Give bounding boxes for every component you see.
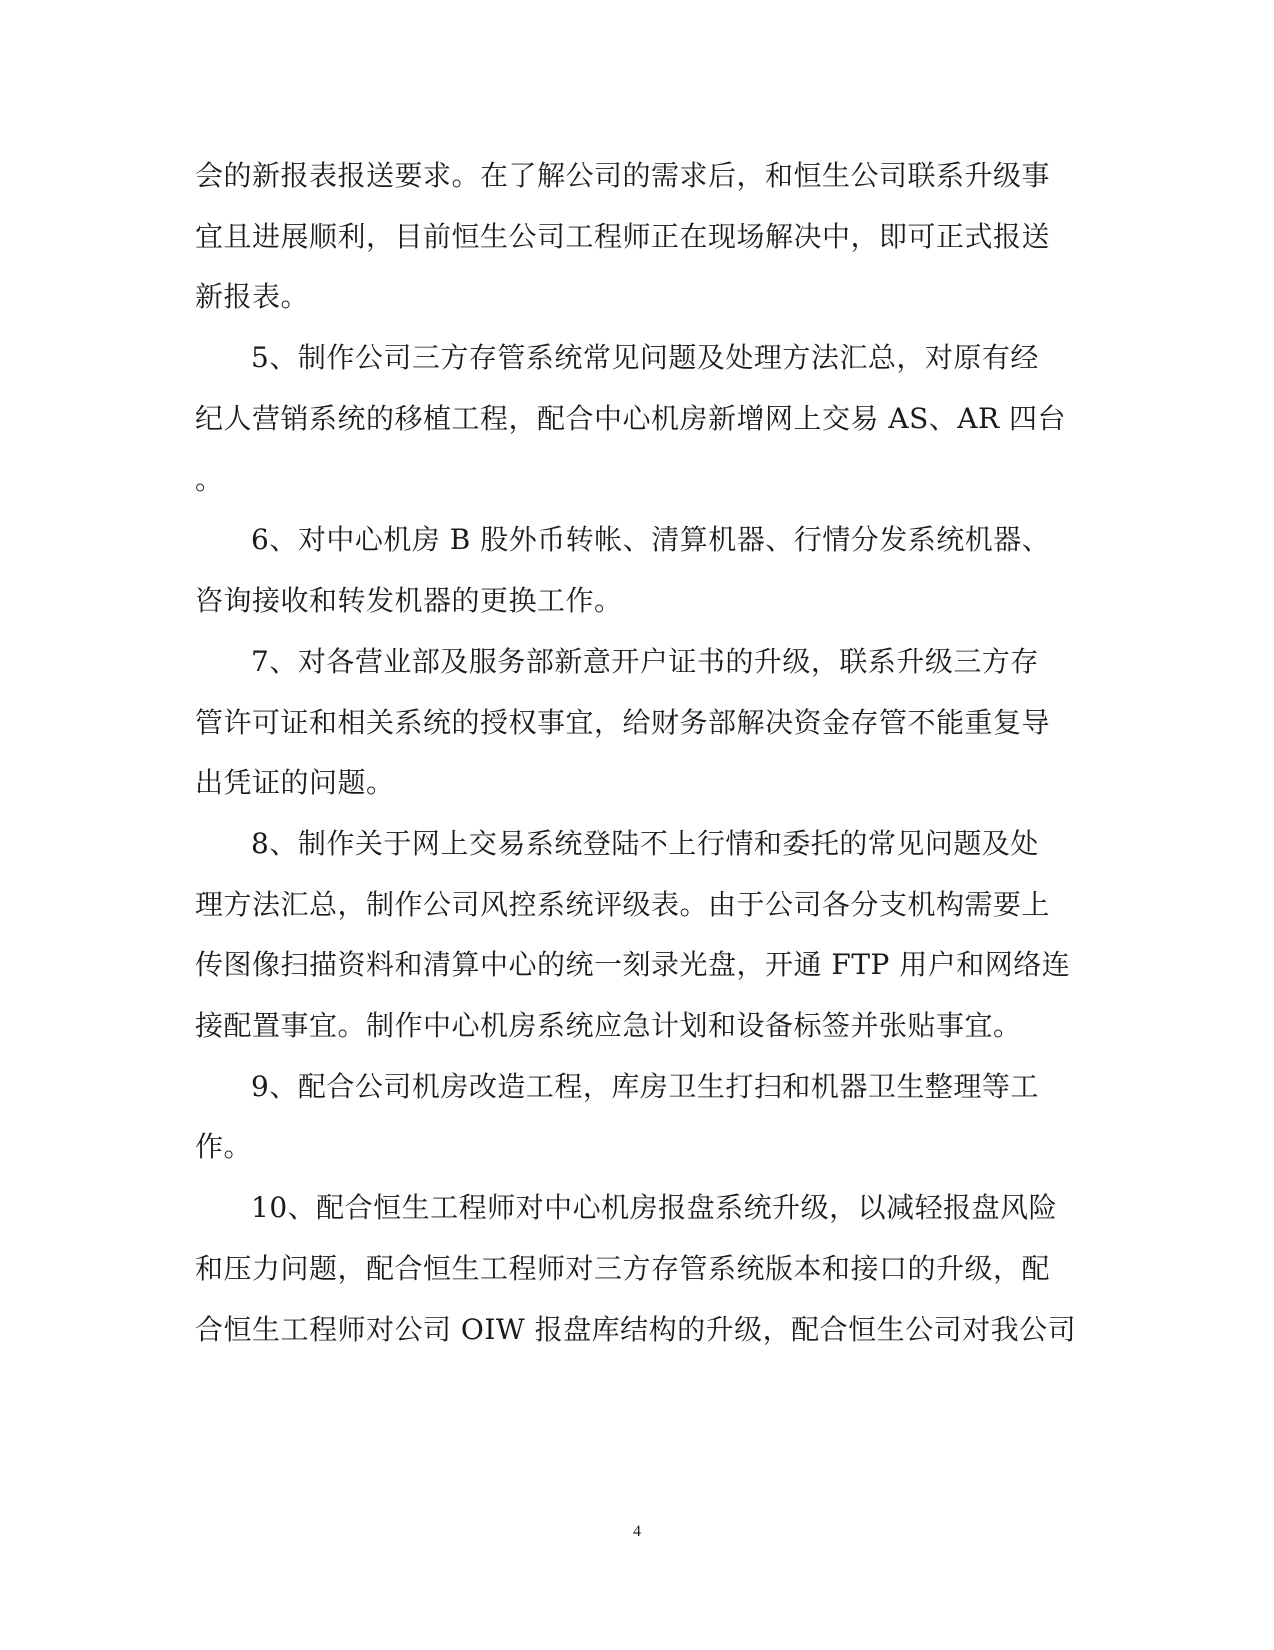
text-line: 和压力问题，配合恒生工程师对三方存管系统版本和接口的升级，配 xyxy=(195,1252,1051,1285)
text-line: 会的新报表报送要求。在了解公司的需求后，和恒生公司联系升级事 xyxy=(195,159,1051,192)
text-line: 纪人营销系统的移植工程，配合中心机房新增网上交易 AS、AR 四台 xyxy=(195,402,1067,435)
paragraph-10-start: 10、配合恒生工程师对中心机房报盘系统升级，以减轻报盘风险 xyxy=(251,1191,1058,1224)
text-line: 咨询接收和转发机器的更换工作。 xyxy=(195,584,623,617)
text-line: 。 xyxy=(195,463,224,496)
text-line: 管许可证和相关系统的授权事宜，给财务部解决资金存管不能重复导 xyxy=(195,706,1051,739)
paragraph-8-start: 8、制作关于网上交易系统登陆不上行情和委托的常见问题及处 xyxy=(251,827,1039,860)
text-line: 作。 xyxy=(195,1130,253,1163)
text-line: 出凭证的问题。 xyxy=(195,766,395,799)
page-number: 4 xyxy=(633,1523,641,1540)
text-line: 宜且进展顺利，目前恒生公司工程师正在现场解决中，即可正式报送 xyxy=(195,220,1051,253)
paragraph-7-start: 7、对各营业部及服务部新意开户证书的升级，联系升级三方存 xyxy=(251,645,1039,678)
text-line: 传图像扫描资料和清算中心的统一刻录光盘，开通 FTP 用户和网络连 xyxy=(195,948,1071,981)
text-line: 接配置事宜。制作中心机房系统应急计划和设备标签并张贴事宜。 xyxy=(195,1009,1022,1042)
paragraph-6-start: 6、对中心机房 B 股外币转帐、清算机器、行情分发系统机器、 xyxy=(251,523,1051,556)
paragraph-9-start: 9、配合公司机房改造工程，库房卫生打扫和机器卫生整理等工 xyxy=(251,1070,1039,1103)
text-line: 新报表。 xyxy=(195,280,310,313)
text-line: 理方法汇总，制作公司风控系统评级表。由于公司各分支机构需要上 xyxy=(195,888,1051,921)
paragraph-5-start: 5、制作公司三方存管系统常见问题及处理方法汇总，对原有经 xyxy=(251,341,1039,374)
text-line: 合恒生工程师对公司 OIW 报盘库结构的升级，配合恒生公司对我公司 xyxy=(195,1313,1077,1346)
